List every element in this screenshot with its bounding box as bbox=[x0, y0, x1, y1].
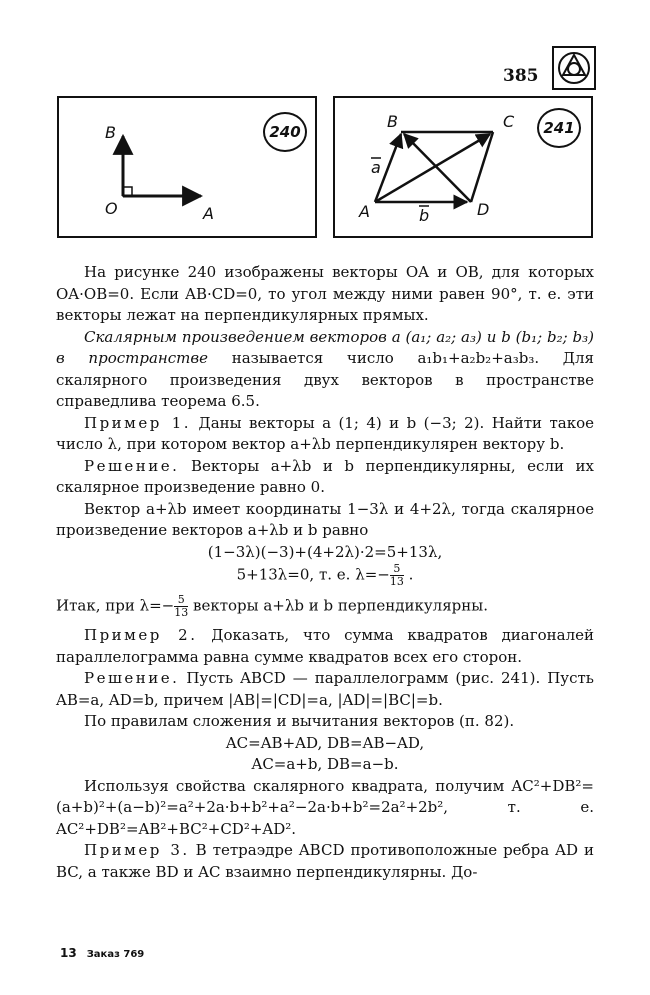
example-label: Пример 3. bbox=[84, 841, 190, 859]
solution-text: Векторы a+λb и b перпендикулярны, если их скалярное произведение равно 0. bbox=[56, 456, 594, 496]
label-D: D bbox=[477, 200, 490, 219]
paragraph: Вектор a+λb имеет координаты 1−3λ и 4+2λ, тогда скалярное произведение векторов a+λb и b равно bbox=[56, 499, 594, 539]
label-b: b bbox=[419, 206, 430, 225]
definition-paragraph bbox=[56, 327, 594, 413]
equation-text: 5+13λ=0, т. е. λ=− bbox=[236, 565, 390, 584]
conclusion-start: Итак, при λ=− bbox=[56, 596, 175, 615]
equation: (1−3λ)(−3)+(4+2λ)·2=5+13λ, bbox=[207, 542, 443, 561]
equation: AC=AB+AD, DB=AB−AD, bbox=[225, 733, 425, 752]
example-text: Даны векторы a (1; 4) и b (−3; 2). Найти такое число λ, при котором вектор a+λb перпендикулярен вектору b. bbox=[56, 413, 594, 453]
figure-240 bbox=[57, 96, 317, 238]
figure-241 bbox=[333, 96, 593, 238]
example-text: Доказать, что сумма квадратов диагоналей параллелограмма равна сумме квадратов всех его сторон. bbox=[56, 626, 594, 666]
body-text bbox=[56, 262, 594, 883]
example-text: В тетраэдре ABCD противоположные ребра AD и BC, а также BD и AC взаимно перпендикулярны. До- bbox=[56, 841, 594, 881]
page-number: 385 bbox=[503, 66, 539, 86]
conclusion bbox=[56, 594, 594, 619]
example-3 bbox=[56, 840, 594, 883]
order-number: Заказ 769 bbox=[86, 949, 145, 960]
denominator: 13 bbox=[389, 575, 404, 588]
equation-end: . bbox=[408, 565, 414, 584]
equation: AC=a+b, DB=a−b. bbox=[251, 755, 399, 773]
signature-number: 13 bbox=[60, 946, 77, 960]
footer bbox=[60, 946, 144, 960]
example-1 bbox=[56, 413, 594, 456]
label-A: A bbox=[203, 204, 214, 223]
denominator: 13 bbox=[174, 606, 189, 619]
figure-241-number: 241 bbox=[537, 108, 581, 148]
label-C: C bbox=[503, 112, 515, 131]
solution-1 bbox=[56, 456, 594, 499]
paragraph: На рисунке 240 изображены векторы OA и OB, для которых OA·OB=0. Если AB·CD=0, то угол между ними равен 90°, т. е. эти векторы лежат на перпендикулярных прямых. bbox=[56, 263, 594, 324]
numerator: 5 bbox=[174, 594, 188, 607]
numerator: 5 bbox=[390, 563, 404, 576]
fraction bbox=[390, 563, 404, 588]
solution-label: Решение. bbox=[84, 456, 180, 475]
paragraph: Используя свойства скалярного квадрата, получим AC²+DB²=(a+b)²+(a−b)²=a²+2a·b+b²+a²−2a·b+b²=2a²+2b², т. е. AC²+DB²=AB²+BC²+CD²+AD². bbox=[56, 776, 594, 838]
definition-term: Скалярным произведением векторов a (a₁; a₂; a₃) и b (b₁; b₂; b₃) в пространстве bbox=[56, 327, 594, 367]
example-label: Пример 1. bbox=[84, 413, 192, 432]
fraction bbox=[174, 594, 188, 619]
label-a: a bbox=[371, 158, 381, 177]
conclusion-end: векторы a+λb и b перпендикулярны. bbox=[193, 596, 488, 615]
label-B: B bbox=[105, 123, 116, 142]
solution-label: Решение. bbox=[84, 669, 180, 687]
example-2 bbox=[56, 625, 594, 668]
label-B: B bbox=[387, 112, 398, 131]
section-emblem-icon bbox=[552, 46, 596, 94]
example-label: Пример 2. bbox=[84, 626, 198, 644]
figure-240-number: 240 bbox=[263, 112, 307, 152]
solution-text: Пусть ABCD — параллелограмм (рис. 241). Пусть AB=a, AD=b, причем |AB|=|CD|=a, |AD|=|BC|=b. bbox=[56, 669, 594, 709]
solution-2 bbox=[56, 668, 594, 711]
label-O: O bbox=[105, 199, 118, 218]
label-A: A bbox=[359, 202, 370, 221]
paragraph: По правилам сложения и вычитания векторов (п. 82). bbox=[84, 712, 515, 730]
equation bbox=[56, 563, 594, 588]
definition-rest: называется число a₁b₁+a₂b₂+a₃b₃. Для скалярного произведения двух векторов в пространстве справедлива теорема 6.5. bbox=[56, 349, 594, 410]
